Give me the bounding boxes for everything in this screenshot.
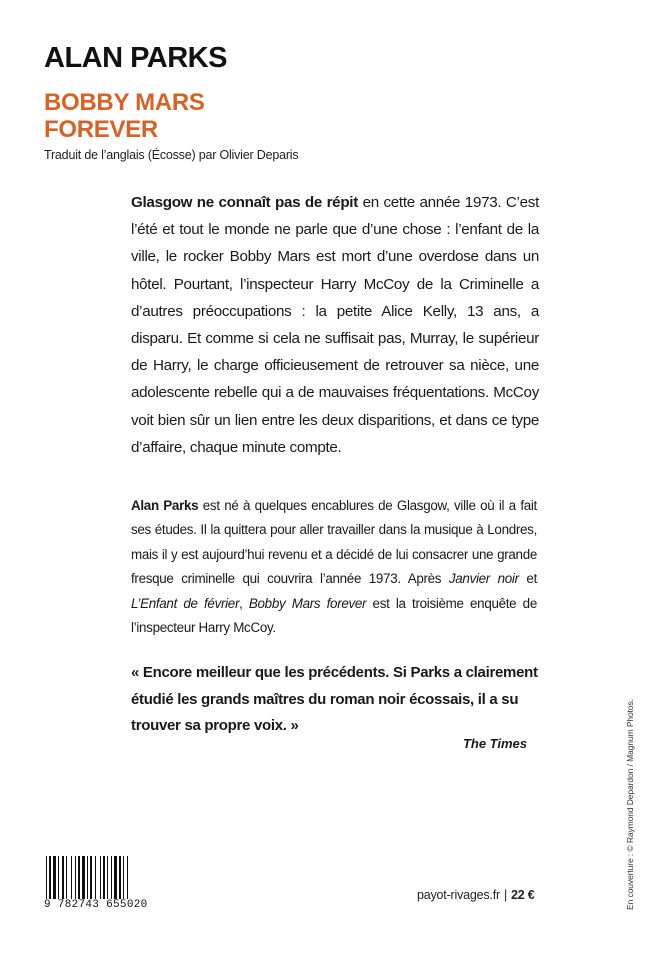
- book-enfant-de-fevrier: L’Enfant de février: [131, 595, 240, 611]
- barcode-bar: [75, 856, 76, 901]
- author-name: ALAN PARKS: [44, 42, 227, 74]
- barcode-bar: [46, 856, 47, 901]
- barcode-bar: [123, 856, 124, 901]
- footer: [417, 888, 535, 902]
- barcode-bar: [71, 856, 72, 901]
- quote-source: The Times: [462, 736, 527, 751]
- barcode-bar: [49, 856, 51, 901]
- title-line-2: FOREVER: [44, 116, 158, 143]
- bio-text: est la troisième enquête de l’inspecteur Harry McCoy.: [131, 595, 537, 636]
- barcode-bar: [114, 856, 117, 901]
- press-quote: « Encore meilleur que les précédents. Si Parks a clairement étudié les grands maîtres du roman noir écossais, il a su trouver sa propre voix. »: [131, 664, 538, 734]
- synopsis-text: en cette année 1973. C’est l’été et tout le monde ne parle que d’une chose : l’enfant de la ville, le rocker Bobby Mars est mort d’une overdose dans un hôtel. Pourtant, l’inspecteur Harry McCoy de la Criminelle a d’autres préoccupations : la petite Alice Kelly, 13 ans, a disparu. Et comme si cela ne suffisait pas, Murray, le supérieur de Harry, le charge officieusement de retrouver sa nièce, une adolescente rebelle qui a de mauvaises fréquentations. McCoy voit bien sûr un lien entre les deux disparitions, et dans ce type d’affaire, chaque minute compte.: [131, 194, 539, 456]
- barcode-bar: [90, 856, 92, 901]
- barcode-bar: [66, 856, 67, 901]
- barcode-bar: [107, 856, 108, 901]
- bio-name: Alan Parks: [131, 498, 199, 513]
- barcode-bar: [62, 856, 64, 901]
- synopsis-lead: Glasgow ne connaît pas de répit: [131, 194, 358, 211]
- author-bio: [131, 494, 537, 640]
- translator-credit: Traduit de l’anglais (Écosse) par Olivier Deparis: [44, 148, 299, 162]
- book-title: [44, 89, 205, 143]
- barcode: [44, 856, 160, 910]
- book-bobby-mars-forever: Bobby Mars forever: [248, 595, 367, 611]
- barcode-bar: [87, 856, 88, 901]
- barcode-bar: [119, 856, 121, 901]
- barcode-bar: [82, 856, 85, 901]
- barcode-bar: [95, 856, 96, 901]
- bio-text: et: [518, 571, 537, 587]
- isbn-number: 9 782743 655020: [44, 899, 160, 911]
- book-janvier-noir: Janvier noir: [448, 571, 519, 587]
- barcode-bar: [127, 856, 128, 901]
- synopsis: [131, 189, 539, 461]
- barcode-bars: [44, 856, 160, 901]
- cover-credit: En couverture : © Raymond Depardon / Magnum Photos.: [625, 699, 635, 910]
- barcode-bar: [103, 856, 105, 901]
- bio-text: est né à quelques encablures de Glasgow, ville où il a fait ses études. Il la quittera pour aller travailler dans la musique à Londres, mais il y est aujourd’hui revenu et a décidé de lui consacrer une grande fresque criminelle qui couvrira l’année 1973. Après: [131, 498, 537, 587]
- barcode-bar: [53, 856, 56, 901]
- title-line-1: BOBBY MARS: [44, 89, 205, 116]
- footer-separator: |: [503, 888, 508, 902]
- barcode-bar: [100, 856, 101, 901]
- barcode-bar: [58, 856, 59, 901]
- barcode-bar: [111, 856, 112, 901]
- barcode-bar: [78, 856, 80, 901]
- price: 22 €: [511, 888, 535, 902]
- publisher-website[interactable]: payot-rivages.fr: [417, 888, 500, 902]
- bio-text: ,: [239, 595, 249, 611]
